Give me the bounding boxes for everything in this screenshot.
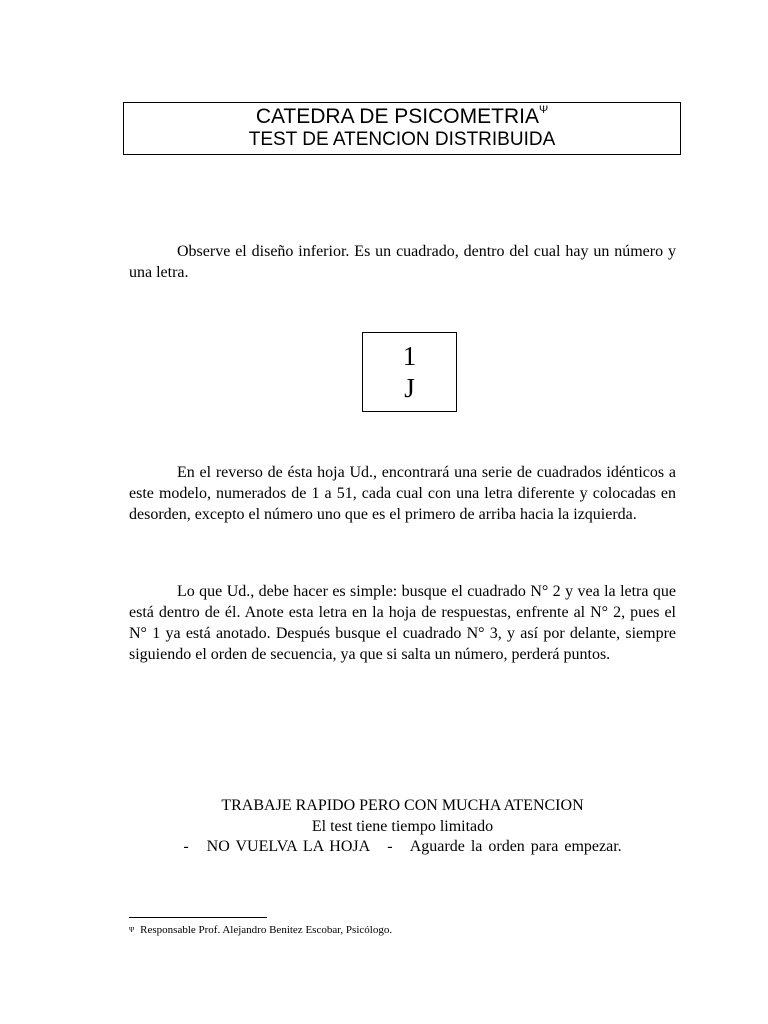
footnote-text: Responsable Prof. Alejandro Benitez Escobar, Psicólogo. [140, 924, 393, 936]
page-title [124, 106, 680, 128]
psi-footnote-mark: Ψ [538, 104, 549, 116]
footnote-mark: Ψ [129, 926, 135, 934]
instruction-paragraph-2: En el reverso de ésta hoja Ud., encontrará una serie de cuadrados idénticos a este modelo, numerados de 1 a 51, cada cual con una letra diferente y colocadas en desorden, excepto el número uno que es el primero de arriba hacia la izquierda. [129, 464, 676, 523]
footnote-divider [129, 917, 267, 918]
model-square-number: 1 [402, 341, 417, 371]
page-subtitle: TEST DE ATENCION DISTRIBUIDA [248, 129, 556, 150]
closing-line-tiempo: El test tiene tiempo limitado [311, 818, 494, 835]
model-square-letter: J [404, 373, 415, 403]
title-text: CATEDRA DE PSICOMETRIA [255, 105, 539, 128]
model-square [362, 332, 457, 412]
instruction-paragraph-1: Observe el diseño inferior. Es un cuadrado, dentro del cual hay un número y una letra. [129, 243, 676, 281]
instruction-paragraph-3: Lo que Ud., debe hacer es simple: busque el cuadrado N° 2 y vea la letra que está dentro de él. Anote esta letra en la hoja de respuestas, enfrente al N° 2, pues el N° 1 ya está anotado. Después busque el cuadrado N° 3, y así por delante, siempre siguiendo el orden de secuencia, ya que si salta un número, perderá puntos. [129, 583, 676, 663]
footnote [129, 923, 392, 937]
closing-line-rapido: TRABAJE RAPIDO PERO CON MUCHA ATENCION [221, 797, 584, 814]
closing-line-no-vuelva: - NO VUELVA LA HOJA - Aguarde la orden para empezar. [183, 838, 622, 855]
title-box [123, 102, 681, 155]
